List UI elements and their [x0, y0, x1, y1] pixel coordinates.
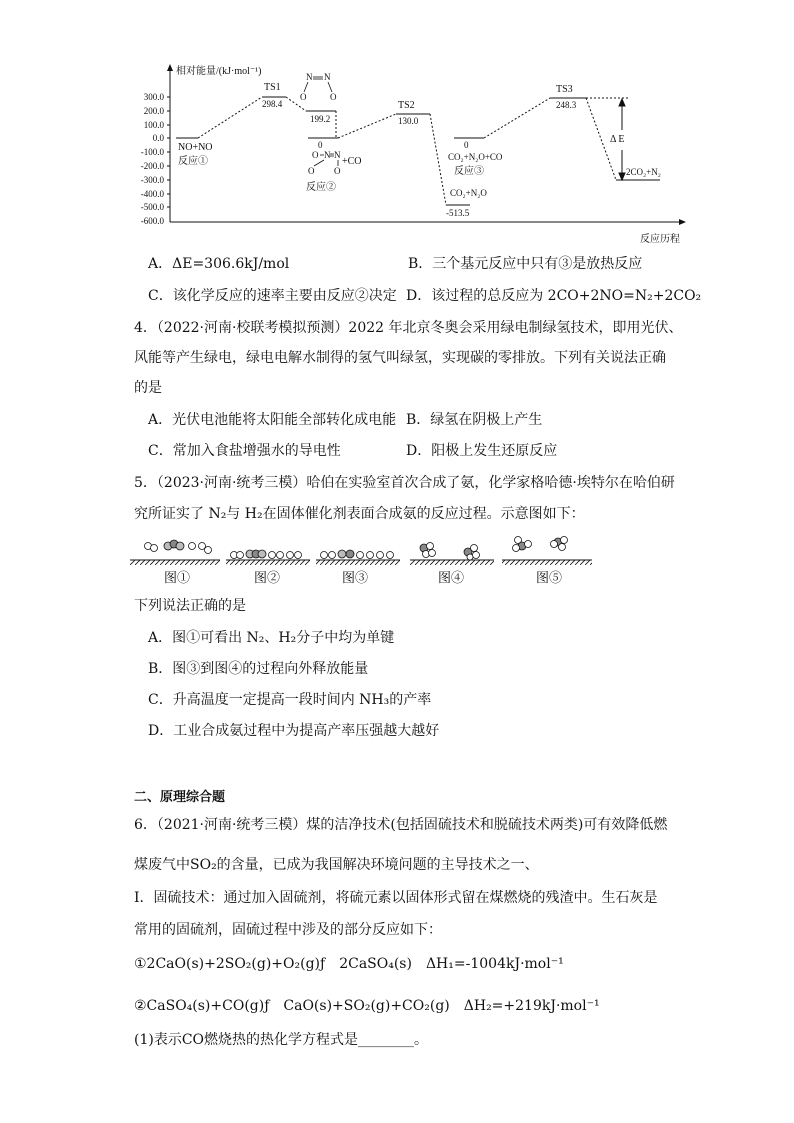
fig-caption-4: 图④: [438, 570, 465, 585]
q5-option-c: C．升高温度一定提高一段时间内 NH₃的产率: [148, 692, 432, 708]
q5-prompt: 下列说法正确的是: [134, 598, 246, 614]
y-axis: [167, 64, 173, 222]
y-tick: 200.0: [143, 106, 164, 116]
int1-value: 199.2: [310, 114, 331, 124]
val-4: -513.5: [446, 208, 470, 218]
q4-option-c: C．常加入食盐增强水的导电性: [148, 443, 341, 459]
fig2-molecules: [231, 550, 302, 559]
fig-caption-3: 图③: [342, 570, 369, 585]
reaction-2-label: 反应②: [306, 182, 336, 193]
fig-caption-5: 图⑤: [536, 570, 563, 585]
q5-stem-line-2: 究所证实了 N₂与 H₂在固体催化剂表面合成氨的反应过程。示意图如下：: [134, 506, 585, 522]
y-tick: -100.0: [140, 147, 164, 157]
x-axis-label: 反应历程: [640, 234, 680, 245]
svg-text:O: O: [334, 166, 341, 176]
fig-caption-1: 图①: [164, 570, 191, 585]
svg-text:O: O: [300, 92, 307, 102]
q4-stem-line-3: 的是: [134, 380, 162, 396]
y-tick: -400.0: [140, 189, 164, 199]
svg-text:N: N: [324, 150, 331, 160]
y-tick: 0.0: [152, 133, 164, 143]
ts2-value: 130.0: [398, 116, 419, 126]
catalyst-surface-figures: [130, 530, 600, 588]
y-tick: -300.0: [140, 175, 164, 185]
y-tick: 300.0: [143, 92, 164, 102]
equation-1: ①2CaO(s)+2SO₂(g)+O₂(g)ƒ 2CaSO₄(s) ΔH₁=-1004kJ·mol⁻¹: [134, 956, 564, 972]
svg-text:N: N: [324, 72, 331, 82]
species-4: CO₂+N₂O: [450, 188, 487, 198]
q4-option-b: B．绿氢在阴极上产生: [406, 412, 543, 428]
q3-option-a: A．ΔE=306.6kJ/mol: [148, 256, 290, 272]
q5-option-d: D．工业合成氨过程中为提高产率压强越大越好: [148, 723, 440, 739]
ts1-value: 298.4: [262, 99, 283, 109]
q5-option-a: A．图①可看出 N₂、H₂分子中均为单键: [148, 630, 395, 646]
y-tick: 100.0: [143, 120, 164, 130]
q6-stem-line-2: 煤废气中SO₂的含量，已成为我国解决环境问题的主导技术之一、: [134, 857, 539, 873]
fig5-molecules: [513, 537, 568, 552]
y-tick: -500.0: [140, 202, 164, 212]
y-tick: -600.0: [140, 216, 164, 226]
int3-value: 0: [464, 140, 469, 150]
q3-option-d: D．该过程的总反应为 2CO+2NO=N₂+2CO₂: [406, 288, 702, 304]
molecule-chain-structure: [308, 150, 341, 176]
y-tick: -200.0: [140, 161, 164, 171]
energy-diagram: [120, 60, 700, 250]
ts1-label: TS1: [264, 82, 281, 93]
species-3: CO₂+N₂O+CO: [448, 152, 503, 162]
fig1-molecules: [145, 540, 212, 554]
equation-2: ②CaSO₄(s)+CO(g)ƒ CaO(s)+SO₂(g)+CO₂(g) ΔH₂=+219kJ·mol⁻¹: [134, 998, 600, 1014]
final-species: 2CO₂+N₂: [626, 167, 661, 177]
svg-text:N: N: [334, 150, 341, 160]
q3-option-b: B．三个基元反应中只有③是放热反应: [408, 256, 643, 272]
reaction-3-label: 反应③: [454, 166, 484, 177]
q4-option-d: D．阳极上发生还原反应: [406, 443, 558, 459]
fig3-molecules: [321, 550, 394, 559]
section-heading: 二、原理综合题: [134, 790, 226, 805]
fig4-molecules: [420, 543, 480, 561]
ts3-value: 248.3: [556, 100, 577, 110]
y-axis-label: 相对能量/(kJ·mol⁻¹): [176, 66, 262, 77]
q4-stem-line-2: 风能等产生绿电，绿电电解水制得的氢气叫绿氢，实现碳的零排放。下列有关说法正确: [134, 350, 666, 366]
molecule-ring-structure: [300, 72, 337, 102]
q5-option-b: B．图③到图④的过程向外释放能量: [148, 661, 369, 677]
reaction-1-label: 反应①: [178, 156, 208, 167]
q3-option-c: C．该化学反应的速率主要由反应②决定: [148, 288, 397, 304]
svg-text:O: O: [308, 166, 315, 176]
svg-text:O: O: [330, 92, 337, 102]
ts3-label: TS3: [556, 84, 573, 95]
int2-value: 0: [318, 140, 323, 150]
x-axis: [170, 219, 686, 225]
q6-sub-question-1: (1)表示CO燃烧热的热化学方程式是________。: [134, 1032, 429, 1048]
ts2-label: TS2: [398, 100, 415, 111]
delta-e-label: Δ E: [610, 134, 625, 145]
q6-stem-line-1: 6．（2021·河南·统考三模）煤的洁净技术(包括固硫技术和脱硫技术两类)可有效降低燃: [134, 817, 668, 833]
start-species: NO+NO: [178, 142, 213, 153]
q4-option-a: A．光伏电池能将太阳能全部转化成电能: [148, 412, 397, 428]
q4-stem-line-1: 4．（2022·河南·校联考模拟预测）2022 年北京冬奥会采用绿电制绿氢技术，即用光伏、: [134, 320, 683, 336]
y-ticks: [141, 92, 165, 226]
q6-part1-line-2: 常用的固硫剂，固硫过程中涉及的部分反应如下：: [134, 922, 442, 938]
co-label: +CO: [342, 156, 362, 167]
energy-path: [176, 97, 660, 205]
fig-caption-2: 图②: [254, 570, 281, 585]
svg-text:N: N: [306, 72, 313, 82]
q6-part1-line-1: Ⅰ．固硫技术：通过加入固硫剂，将硫元素以固体形式留在煤燃烧的残渣中。生石灰是: [134, 890, 658, 906]
q5-stem-line-1: 5．（2023·河南·统考三模）哈伯在实验室首次合成了氨，化学家格哈德·埃特尔在哈伯研: [134, 475, 675, 491]
svg-text:O: O: [312, 150, 319, 160]
